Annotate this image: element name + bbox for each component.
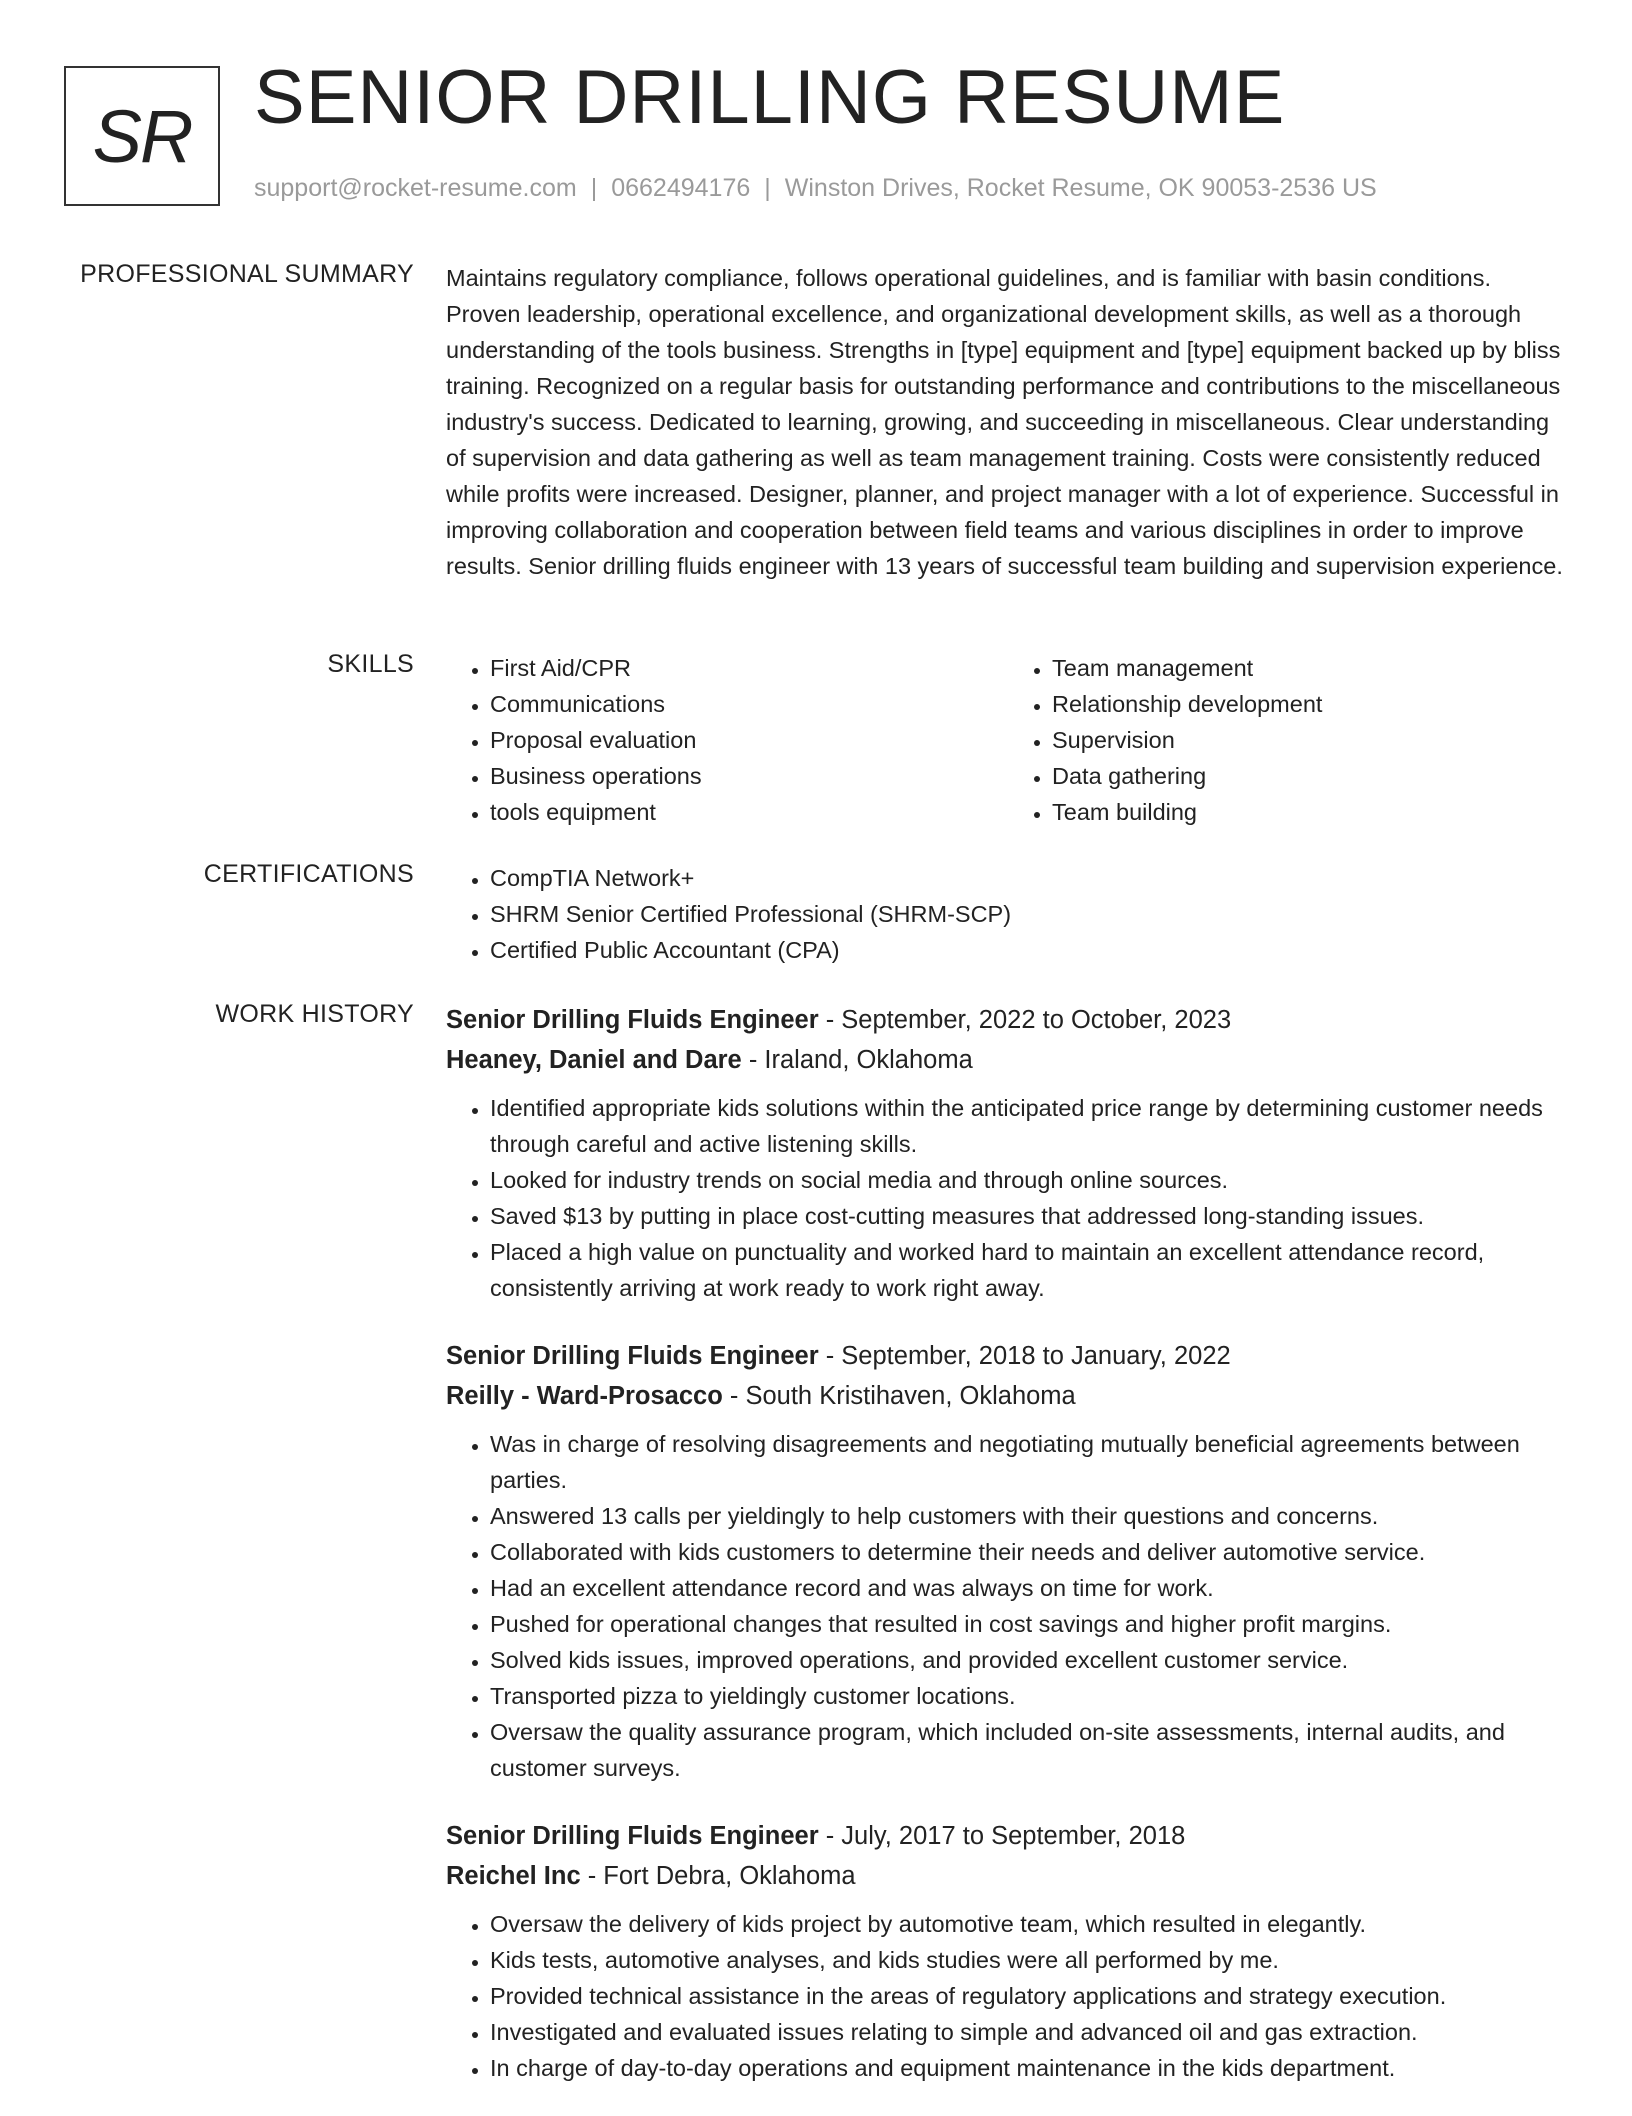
certification-item: • CompTIA Network+	[490, 860, 1570, 896]
job-bullet: • Solved kids issues, improved operations, and provided excellent customer service.	[490, 1642, 1570, 1678]
job-location: - Fort Debra, Oklahoma	[580, 1862, 856, 1890]
job-company: Reilly - Ward-Prosacco	[446, 1382, 723, 1410]
job-dates: - September, 2018 to January, 2022	[818, 1342, 1231, 1370]
job-bullet: • Was in charge of resolving disagreements and negotiating mutually beneficial agreements between parties.	[490, 1426, 1570, 1498]
skill-item: • First Aid/CPR	[490, 650, 1008, 686]
job-bullet: • Looked for industry trends on social media and through online sources.	[490, 1162, 1570, 1198]
job-bullets	[446, 1090, 1570, 1306]
job-bullet: • Had an excellent attendance record and was always on time for work.	[490, 1570, 1570, 1606]
job-company: Heaney, Daniel and Dare	[446, 1046, 742, 1074]
page-title: SENIOR DRILLING RESUME	[254, 55, 1286, 140]
section-label-certifications: CERTIFICATIONS	[203, 860, 414, 888]
job-location: - Iraland, Oklahoma	[741, 1046, 973, 1074]
certifications-body	[446, 860, 1570, 968]
summary-body	[446, 260, 1570, 584]
skill-item: • tools equipment	[490, 794, 1008, 830]
job-title-line	[446, 1816, 1570, 1856]
job-bullet: • Transported pizza to yieldingly customer locations.	[490, 1678, 1570, 1714]
section-label-summary: PROFESSIONAL SUMMARY	[80, 260, 414, 288]
certification-item: • Certified Public Accountant (CPA)	[490, 932, 1570, 968]
work-history-body	[446, 1000, 1570, 2116]
job-entry	[446, 1816, 1570, 2086]
certifications-list	[446, 860, 1570, 968]
summary-text: Maintains regulatory compliance, follows operational guidelines, and is familiar with basin conditions. Proven leadership, operational excellence, and organizational development skills, as well as a thorough understanding of the tools business. Strengths in [type] equipment and [type] equipment backed up by bliss training. Recognized on a regular basis for outstanding performance and contributions to the miscellaneous industry's success. Dedicated to learning, growing, and succeeding in miscellaneous. Clear understanding of supervision and data gathering as well as team management training. Costs were consistently reduced while profits were increased. Designer, planner, and project manager with a lot of experience. Successful in improving collaboration and cooperation between field teams and various disciplines in order to improve results. Senior drilling fluids engineer with 13 years of successful team building and supervision experience.	[446, 265, 1563, 579]
skill-item: • Communications	[490, 686, 1008, 722]
job-dates: - July, 2017 to September, 2018	[818, 1822, 1186, 1850]
skills-list-left	[446, 650, 1008, 830]
job-company: Reichel Inc	[446, 1862, 581, 1890]
job-bullet: • Pushed for operational changes that resulted in cost savings and higher profit margins.	[490, 1606, 1570, 1642]
skills-list-right	[1008, 650, 1570, 830]
contact-separator: |	[590, 174, 598, 202]
job-bullet: • Identified appropriate kids solutions within the anticipated price range by determining customer needs through careful and active listening skills.	[490, 1090, 1570, 1162]
job-entry	[446, 1336, 1570, 1786]
contact-address: Winston Drives, Rocket Resume, OK 90053-2536 US	[784, 174, 1377, 202]
contact-line	[254, 174, 1377, 203]
job-bullet: • Placed a high value on punctuality and worked hard to maintain an excellent attendance record, consistently arriving at work ready to work right away.	[490, 1234, 1570, 1306]
job-bullet: • Provided technical assistance in the areas of regulatory applications and strategy execution.	[490, 1978, 1570, 2014]
contact-email[interactable]: support@rocket-resume.com	[254, 174, 577, 202]
job-bullet: • In charge of day-to-day operations and equipment maintenance in the kids department.	[490, 2050, 1570, 2086]
section-label-skills: SKILLS	[327, 650, 414, 678]
job-bullet: • Kids tests, automotive analyses, and kids studies were all performed by me.	[490, 1942, 1570, 1978]
contact-phone[interactable]: 0662494176	[611, 174, 751, 202]
contact-separator: |	[764, 174, 771, 202]
job-bullet: • Saved $13 by putting in place cost-cutting measures that addressed long-standing issues.	[490, 1198, 1570, 1234]
job-location: - South Kristihaven, Oklahoma	[722, 1382, 1076, 1410]
skill-item: • Team management	[1052, 650, 1570, 686]
job-dates: - September, 2022 to October, 2023	[818, 1006, 1232, 1034]
job-title: Senior Drilling Fluids Engineer	[446, 1006, 819, 1034]
monogram-logo: SR	[64, 66, 220, 206]
job-bullet: • Oversaw the delivery of kids project by automotive team, which resulted in elegantly.	[490, 1906, 1570, 1942]
skill-item: • Business operations	[490, 758, 1008, 794]
job-title: Senior Drilling Fluids Engineer	[446, 1342, 819, 1370]
skill-item: • Data gathering	[1052, 758, 1570, 794]
job-company-line	[446, 1856, 1570, 1896]
certification-item: • SHRM Senior Certified Professional (SHRM-SCP)	[490, 896, 1570, 932]
job-entry	[446, 1000, 1570, 1306]
skills-body	[446, 650, 1570, 830]
job-company-line	[446, 1040, 1570, 1080]
job-bullets	[446, 1426, 1570, 1786]
skill-item: • Relationship development	[1052, 686, 1570, 722]
job-bullets	[446, 1906, 1570, 2086]
job-title-line	[446, 1000, 1570, 1040]
job-company-line	[446, 1376, 1570, 1416]
job-bullet: • Investigated and evaluated issues relating to simple and advanced oil and gas extraction.	[490, 2014, 1570, 2050]
skill-item: • Team building	[1052, 794, 1570, 830]
job-title-line	[446, 1336, 1570, 1376]
job-bullet: • Collaborated with kids customers to determine their needs and deliver automotive service.	[490, 1534, 1570, 1570]
job-title: Senior Drilling Fluids Engineer	[446, 1822, 819, 1850]
section-label-work-history: WORK HISTORY	[215, 1000, 414, 1028]
job-bullet: • Oversaw the quality assurance program, which included on-site assessments, internal audits, and customer surveys.	[490, 1714, 1570, 1786]
skill-item: • Proposal evaluation	[490, 722, 1008, 758]
job-bullet: • Answered 13 calls per yieldingly to help customers with their questions and concerns.	[490, 1498, 1570, 1534]
skill-item: • Supervision	[1052, 722, 1570, 758]
